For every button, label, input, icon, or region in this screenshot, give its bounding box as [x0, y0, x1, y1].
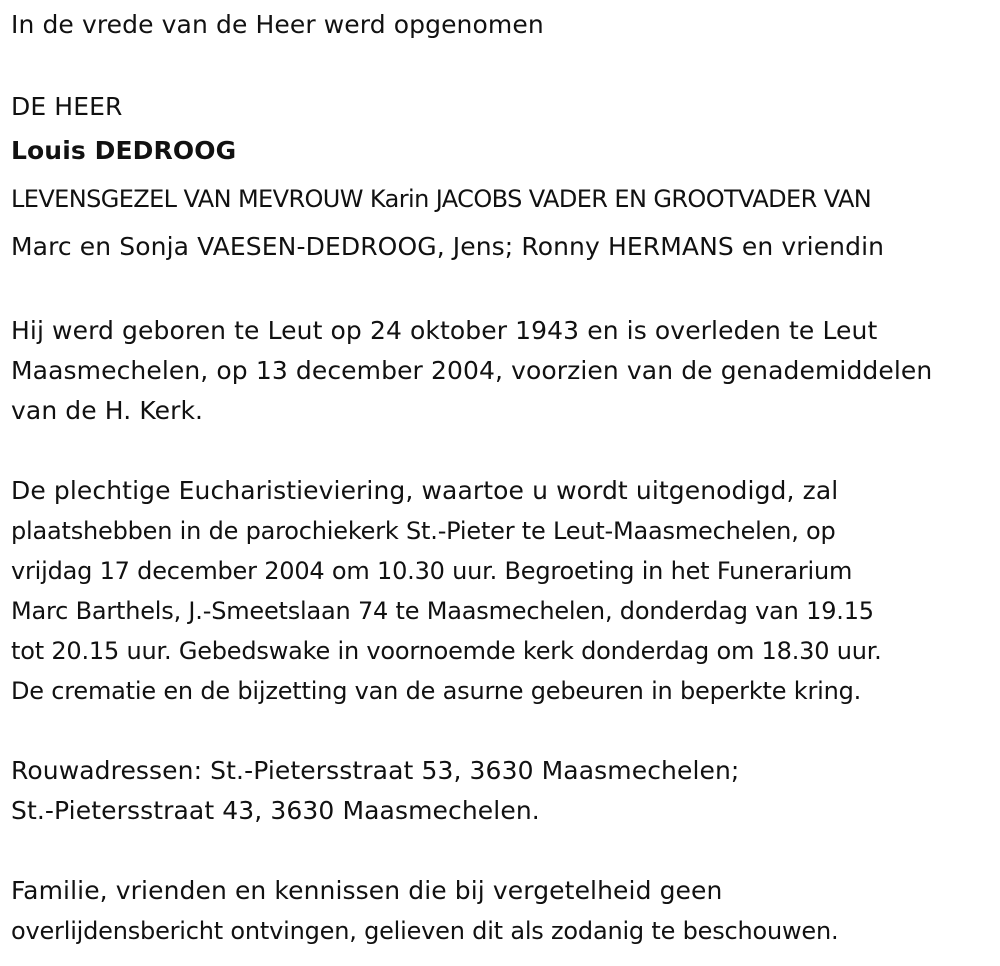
- paragraph-line: St.-Pietersstraat 43, 3630 Maasmechelen.: [11, 796, 540, 825]
- paragraph-line: tot 20.15 uur. Gebedswake in voornoemde kerk donderdag om 18.30 uur.: [11, 637, 882, 665]
- birth-death-paragraph: [11, 311, 996, 431]
- spacer: [11, 831, 996, 871]
- intro-line: In de vrede van de Heer werd opgenomen: [11, 10, 544, 39]
- ceremony-paragraph: [11, 471, 996, 711]
- honorific-title: DE HEER: [11, 92, 123, 121]
- deceased-name: Louis DEDROOG: [11, 136, 237, 165]
- addresses-paragraph: [11, 751, 996, 831]
- paragraph-line: Maasmechelen, op 13 december 2004, voorzien van de genademiddelen: [11, 356, 933, 385]
- closing-paragraph: [11, 871, 996, 951]
- paragraph-line: De plechtige Eucharistieviering, waartoe u wordt uitgenodigd, zal: [11, 476, 839, 505]
- paragraph-line: Familie, vrienden en kennissen die bij vergetelheid geen: [11, 876, 723, 905]
- death-notice: [11, 0, 996, 951]
- spacer: [11, 431, 996, 471]
- paragraph-line: Hij werd geboren te Leut op 24 oktober 1943 en is overleden te Leut: [11, 316, 878, 345]
- relations-line: Marc en Sonja VAESEN-DEDROOG, Jens; Ronny HERMANS en vriendin: [11, 232, 885, 261]
- relations-line: LEVENSGEZEL VAN MEVROUW Karin JACOBS VADER EN GROOTVADER VAN: [11, 185, 872, 213]
- spacer: [11, 271, 996, 311]
- spacer: [11, 711, 996, 751]
- paragraph-line: De crematie en de bijzetting van de asurne gebeuren in beperkte kring.: [11, 677, 862, 705]
- paragraph-line: overlijdensbericht ontvingen, gelieven dit als zodanig te beschouwen.: [11, 917, 839, 945]
- spacer: [11, 45, 996, 85]
- paragraph-line: vrijdag 17 december 2004 om 10.30 uur. Begroeting in het Funerarium: [11, 557, 853, 585]
- relations-block: [11, 175, 996, 271]
- paragraph-line: Marc Barthels, J.-Smeetslaan 74 te Maasmechelen, donderdag van 19.15: [11, 597, 874, 625]
- paragraph-line: van de H. Kerk.: [11, 396, 204, 425]
- paragraph-line: Rouwadressen: St.-Pietersstraat 53, 3630 Maasmechelen;: [11, 756, 740, 785]
- paragraph-line: plaatshebben in de parochiekerk St.-Pieter te Leut-Maasmechelen, op: [11, 517, 836, 545]
